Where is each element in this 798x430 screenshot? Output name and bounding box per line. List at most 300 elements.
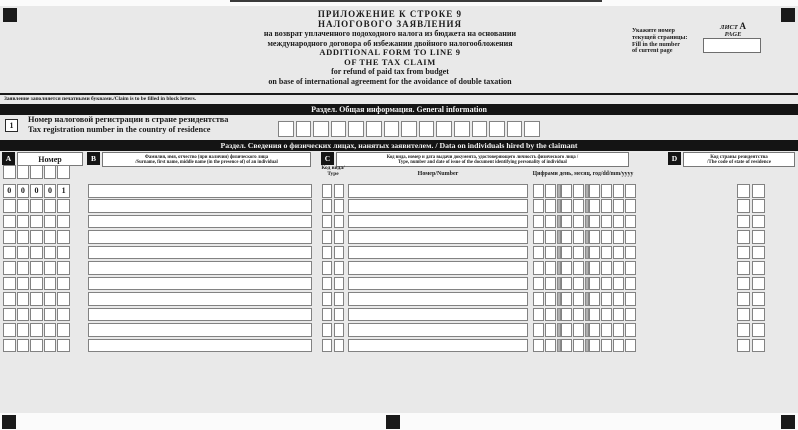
field1-label	[28, 115, 228, 135]
date-separator	[585, 277, 589, 291]
doc-date-box[interactable]	[589, 339, 600, 353]
doc-date-box[interactable]	[533, 184, 544, 198]
page-number-instruction-line: текущей страницы:	[632, 33, 688, 41]
country-code-box[interactable]	[737, 199, 750, 213]
number-digit-box[interactable]	[3, 277, 16, 291]
page-label: PAGE	[724, 31, 742, 39]
number-digit-box[interactable]	[44, 246, 57, 260]
tax-reg-digit-box[interactable]	[419, 121, 435, 137]
doc-type-box[interactable]	[334, 308, 344, 322]
doc-type-box[interactable]	[322, 215, 332, 229]
column-b-header-en: /Surname, first name, middle name (in the presence of) of an individual	[135, 159, 278, 165]
date-separator	[557, 323, 561, 337]
number-digit-box[interactable]	[3, 339, 16, 353]
tax-reg-digit-box[interactable]	[296, 121, 312, 137]
number-digit-box[interactable]	[3, 323, 16, 337]
doc-type-box[interactable]	[334, 323, 344, 337]
number-digit-box[interactable]	[17, 165, 30, 179]
tax-reg-digit-box[interactable]	[348, 121, 364, 137]
doc-number-input[interactable]	[348, 261, 528, 275]
number-digit-box[interactable]	[57, 261, 70, 275]
tax-reg-digit-box[interactable]	[313, 121, 329, 137]
doc-type-sublabel-ru: Код вида/	[321, 165, 345, 171]
doc-date-box[interactable]	[613, 277, 624, 291]
doc-date-box[interactable]	[533, 215, 544, 229]
doc-date-box[interactable]	[561, 261, 572, 275]
title-line-en-3: for refund of paid tax from budget	[331, 67, 449, 77]
country-code-box[interactable]	[752, 308, 765, 322]
date-separator	[585, 339, 589, 353]
number-digit-box[interactable]	[44, 199, 57, 213]
doc-date-box[interactable]	[573, 339, 584, 353]
name-input[interactable]	[88, 308, 312, 322]
name-input[interactable]	[88, 261, 312, 275]
doc-date-box[interactable]	[573, 215, 584, 229]
country-code-box[interactable]	[752, 277, 765, 291]
doc-date-box[interactable]	[589, 261, 600, 275]
column-d-badge: D	[668, 152, 681, 165]
number-digit-box[interactable]	[30, 230, 43, 244]
number-digit-box[interactable]	[3, 308, 16, 322]
registration-mark-bottom-center	[386, 415, 400, 429]
doc-date-box[interactable]	[545, 339, 556, 353]
number-digit-box[interactable]	[30, 215, 43, 229]
date-separator	[557, 246, 561, 260]
number-digit-box[interactable]: 0	[17, 184, 30, 198]
name-input[interactable]	[88, 230, 312, 244]
doc-date-box[interactable]	[601, 277, 612, 291]
page-number-instruction-line: of current page	[632, 47, 673, 55]
column-b-header	[102, 152, 311, 167]
doc-date-box[interactable]	[613, 339, 624, 353]
date-separator	[585, 292, 589, 306]
doc-number-input[interactable]	[348, 199, 528, 213]
number-digit-box[interactable]	[57, 292, 70, 306]
divider-rule	[0, 93, 798, 95]
doc-type-box[interactable]	[322, 323, 332, 337]
doc-date-box[interactable]	[601, 184, 612, 198]
country-code-box[interactable]	[752, 261, 765, 275]
doc-date-box[interactable]	[613, 199, 624, 213]
registration-mark-top-left	[3, 8, 17, 22]
number-digit-box[interactable]	[57, 323, 70, 337]
number-digit-box[interactable]: 0	[3, 184, 16, 198]
doc-date-box[interactable]	[545, 199, 556, 213]
country-code-box[interactable]	[752, 246, 765, 260]
field1-label-ru: Номер налоговой регистрации в стране резидентства	[28, 115, 229, 124]
doc-date-box[interactable]	[601, 323, 612, 337]
date-separator	[557, 215, 561, 229]
doc-date-sublabel: Цифрами день, месяц, год/dd/mm/yyyy	[532, 171, 634, 177]
doc-date-box[interactable]	[545, 230, 556, 244]
number-digit-box[interactable]	[3, 246, 16, 260]
sheet-letter: А	[739, 21, 746, 31]
doc-date-box[interactable]	[613, 323, 624, 337]
number-digit-box[interactable]	[44, 215, 57, 229]
tax-reg-digit-box[interactable]	[472, 121, 488, 137]
number-digit-box[interactable]: 0	[30, 184, 43, 198]
doc-date-box[interactable]	[613, 308, 624, 322]
number-digit-box[interactable]	[17, 199, 30, 213]
column-d-header-ru: Код страны резидентства	[710, 154, 768, 160]
date-separator	[585, 308, 589, 322]
doc-type-box[interactable]	[322, 292, 332, 306]
doc-date-box[interactable]	[561, 230, 572, 244]
doc-date-box[interactable]	[625, 230, 636, 244]
country-code-box[interactable]	[752, 199, 765, 213]
title-line-ru-3: на возврат уплаченного подоходного налога из бюджета на основании	[263, 29, 517, 38]
number-digit-box[interactable]	[44, 261, 57, 275]
doc-date-box[interactable]	[545, 308, 556, 322]
name-input[interactable]	[88, 246, 312, 260]
date-separator	[557, 184, 561, 198]
name-input[interactable]	[88, 184, 312, 198]
page-number-instruction-line: Fill in the number	[632, 40, 680, 48]
date-separator	[585, 261, 589, 275]
country-code-box[interactable]	[737, 261, 750, 275]
country-code-box[interactable]	[752, 292, 765, 306]
tax-reg-digit-box[interactable]	[489, 121, 505, 137]
doc-date-box[interactable]	[625, 246, 636, 260]
date-separator	[585, 199, 589, 213]
doc-date-box[interactable]	[545, 323, 556, 337]
number-digit-box[interactable]	[30, 308, 43, 322]
doc-date-box[interactable]	[561, 246, 572, 260]
doc-date-box[interactable]	[589, 184, 600, 198]
number-digit-box[interactable]	[3, 199, 16, 213]
country-code-box[interactable]	[752, 230, 765, 244]
number-digit-box[interactable]	[57, 339, 70, 353]
date-separator	[557, 261, 561, 275]
date-separator	[557, 292, 561, 306]
doc-date-box[interactable]	[533, 339, 544, 353]
date-separator	[585, 323, 589, 337]
number-digit-box[interactable]	[3, 215, 16, 229]
number-digit-box[interactable]: 1	[57, 184, 70, 198]
registration-line	[230, 0, 602, 2]
doc-type-box[interactable]	[322, 230, 332, 244]
number-digit-box[interactable]	[57, 165, 70, 179]
doc-number-input[interactable]	[348, 308, 528, 322]
doc-date-box[interactable]	[545, 184, 556, 198]
number-digit-box[interactable]	[17, 308, 30, 322]
page-number-instruction	[632, 28, 704, 55]
sheet-label: ЛИСТ	[720, 24, 738, 31]
doc-date-box[interactable]	[533, 199, 544, 213]
tax-reg-digit-box[interactable]	[278, 121, 294, 137]
doc-date-box[interactable]	[533, 292, 544, 306]
number-digit-box[interactable]	[44, 292, 57, 306]
number-digit-box[interactable]	[44, 308, 57, 322]
country-code-box[interactable]	[737, 323, 750, 337]
country-code-box[interactable]	[737, 246, 750, 260]
country-code-box[interactable]	[737, 339, 750, 353]
country-code-box[interactable]	[737, 230, 750, 244]
doc-type-box[interactable]	[334, 246, 344, 260]
column-c-header	[336, 152, 629, 167]
name-input[interactable]	[88, 292, 312, 306]
number-digit-box[interactable]	[3, 292, 16, 306]
doc-date-box[interactable]	[601, 199, 612, 213]
column-a-header: Номер	[17, 152, 83, 166]
number-digit-box[interactable]	[17, 339, 30, 353]
doc-date-box[interactable]	[533, 277, 544, 291]
doc-type-box[interactable]	[334, 277, 344, 291]
doc-date-box[interactable]	[613, 261, 624, 275]
date-separator	[557, 308, 561, 322]
doc-date-box[interactable]	[589, 323, 600, 337]
country-code-box[interactable]	[752, 339, 765, 353]
doc-date-box[interactable]	[573, 246, 584, 260]
doc-date-box[interactable]	[589, 308, 600, 322]
page-number-input[interactable]	[703, 38, 761, 53]
number-digit-box[interactable]	[3, 261, 16, 275]
section-individuals-header: Раздел. Сведения о физических лицах, нанятых заявителем. / Data on individuals hired by the claimant	[0, 140, 798, 151]
doc-number-input[interactable]	[348, 277, 528, 291]
number-digit-box[interactable]	[30, 199, 43, 213]
doc-date-box[interactable]	[573, 308, 584, 322]
doc-type-box[interactable]	[334, 339, 344, 353]
number-digit-box[interactable]	[30, 323, 43, 337]
number-digit-box[interactable]	[30, 165, 43, 179]
name-input[interactable]	[88, 277, 312, 291]
column-d-header-en: /The code of state of residence	[707, 160, 771, 166]
doc-date-box[interactable]	[561, 277, 572, 291]
sheet-page-label	[703, 23, 763, 38]
number-digit-box[interactable]	[30, 261, 43, 275]
doc-date-box[interactable]	[589, 230, 600, 244]
number-digit-box[interactable]	[57, 199, 70, 213]
doc-date-box[interactable]	[573, 261, 584, 275]
doc-date-box[interactable]	[589, 246, 600, 260]
number-digit-box[interactable]	[17, 261, 30, 275]
doc-type-box[interactable]	[322, 308, 332, 322]
name-input[interactable]	[88, 199, 312, 213]
date-separator	[557, 277, 561, 291]
page-number-instruction-line: Укажите номер	[632, 27, 675, 34]
doc-date-box[interactable]	[613, 184, 624, 198]
number-digit-box[interactable]	[57, 308, 70, 322]
doc-date-box[interactable]	[573, 184, 584, 198]
doc-date-box[interactable]	[573, 292, 584, 306]
tax-reg-digit-box[interactable]	[331, 121, 347, 137]
field1-number-badge: 1	[5, 119, 18, 132]
doc-date-box[interactable]	[613, 292, 624, 306]
number-digit-box[interactable]	[17, 323, 30, 337]
name-input[interactable]	[88, 323, 312, 337]
doc-type-sublabel	[314, 166, 352, 178]
doc-date-box[interactable]	[625, 215, 636, 229]
number-digit-box[interactable]	[44, 165, 57, 179]
doc-date-box[interactable]	[561, 184, 572, 198]
number-digit-box[interactable]	[17, 246, 30, 260]
doc-number-input[interactable]	[348, 292, 528, 306]
doc-type-box[interactable]	[322, 277, 332, 291]
doc-date-box[interactable]	[545, 215, 556, 229]
doc-type-box[interactable]	[322, 199, 332, 213]
doc-type-sublabel-en: Type	[327, 170, 339, 177]
doc-date-box[interactable]	[561, 308, 572, 322]
date-separator	[557, 199, 561, 213]
doc-date-box[interactable]	[625, 184, 636, 198]
doc-date-box[interactable]	[625, 292, 636, 306]
title-line-en-1: ADDITIONAL FORM TO LINE 9	[319, 47, 461, 58]
country-code-box[interactable]	[737, 308, 750, 322]
doc-number-sublabel: Номер/Number	[417, 171, 459, 177]
column-d-header	[683, 152, 795, 167]
tax-reg-digit-box[interactable]	[384, 121, 400, 137]
doc-date-box[interactable]	[573, 199, 584, 213]
date-separator	[585, 246, 589, 260]
number-digit-box[interactable]	[17, 215, 30, 229]
doc-date-box[interactable]	[601, 308, 612, 322]
form-title-block	[159, 9, 621, 86]
fill-instruction: Заявление заполняется печатными буквами./Claim is to be filled in block letters.	[4, 96, 197, 102]
tax-reg-digit-box[interactable]	[507, 121, 523, 137]
doc-number-input[interactable]	[348, 184, 528, 198]
doc-date-box[interactable]	[601, 246, 612, 260]
number-digit-box[interactable]	[57, 230, 70, 244]
doc-date-box[interactable]	[561, 339, 572, 353]
number-digit-box[interactable]	[57, 215, 70, 229]
column-b-badge: B	[87, 152, 100, 165]
number-digit-box[interactable]	[57, 246, 70, 260]
title-line-ru-2: НАЛОГОВОГО ЗАЯВЛЕНИЯ	[317, 19, 463, 29]
doc-date-box[interactable]	[533, 230, 544, 244]
registration-mark-bottom-left	[2, 415, 16, 429]
title-line-en-4: on base of international agreement for the avoidance of double taxation	[268, 76, 512, 86]
doc-date-box[interactable]	[625, 199, 636, 213]
doc-type-box[interactable]	[322, 261, 332, 275]
doc-type-box[interactable]	[322, 184, 332, 198]
doc-date-box[interactable]	[601, 230, 612, 244]
number-digit-box[interactable]	[17, 230, 30, 244]
doc-date-box[interactable]	[625, 308, 636, 322]
doc-type-box[interactable]	[334, 230, 344, 244]
doc-date-box[interactable]	[625, 323, 636, 337]
doc-date-box[interactable]	[561, 323, 572, 337]
name-input[interactable]	[88, 339, 312, 353]
number-digit-box[interactable]	[44, 277, 57, 291]
doc-date-box[interactable]	[589, 215, 600, 229]
date-separator	[585, 184, 589, 198]
date-separator	[585, 230, 589, 244]
number-digit-box[interactable]	[30, 292, 43, 306]
column-c-badge: C	[321, 152, 334, 165]
country-code-box[interactable]	[752, 323, 765, 337]
country-code-box[interactable]	[752, 215, 765, 229]
doc-date-box[interactable]	[625, 339, 636, 353]
column-c-header-ru: Код вида, номер и дата выдачи документа, удостоверяющего личность физического лица /	[386, 154, 579, 160]
number-digit-box[interactable]	[44, 230, 57, 244]
doc-date-box[interactable]	[589, 292, 600, 306]
country-code-box[interactable]	[737, 277, 750, 291]
tax-reg-digit-box[interactable]	[524, 121, 540, 137]
doc-date-box[interactable]	[601, 292, 612, 306]
number-digit-box[interactable]	[3, 165, 16, 179]
doc-number-input[interactable]	[348, 339, 528, 353]
doc-date-box[interactable]	[573, 323, 584, 337]
doc-type-box[interactable]	[334, 215, 344, 229]
number-digit-box[interactable]	[44, 339, 57, 353]
doc-date-box[interactable]	[561, 215, 572, 229]
doc-date-box[interactable]	[601, 339, 612, 353]
doc-date-box[interactable]	[601, 261, 612, 275]
doc-date-box[interactable]	[561, 199, 572, 213]
country-code-box[interactable]	[737, 215, 750, 229]
doc-number-input[interactable]	[348, 230, 528, 244]
doc-date-box[interactable]	[545, 277, 556, 291]
number-digit-box[interactable]	[17, 292, 30, 306]
number-digit-box[interactable]	[57, 277, 70, 291]
title-line-ru-4: международного договора об избежании двойного налогообложения	[267, 38, 513, 48]
doc-date-box[interactable]	[545, 292, 556, 306]
column-c-header-en: Type, number and date of issue of the document identifying personality of individual	[398, 159, 567, 165]
doc-number-input[interactable]	[348, 246, 528, 260]
title-line-ru-1: ПРИЛОЖЕНИЕ К СТРОКЕ 9	[317, 9, 463, 19]
doc-type-box[interactable]	[334, 184, 344, 198]
number-digit-box[interactable]	[17, 277, 30, 291]
doc-date-box[interactable]	[613, 215, 624, 229]
doc-date-box[interactable]	[561, 292, 572, 306]
doc-date-box[interactable]	[625, 261, 636, 275]
doc-date-box[interactable]	[613, 230, 624, 244]
tax-reg-digit-box[interactable]	[366, 121, 382, 137]
country-code-box[interactable]	[752, 184, 765, 198]
doc-date-box[interactable]	[533, 261, 544, 275]
tax-reg-digit-box[interactable]	[436, 121, 452, 137]
doc-type-box[interactable]	[322, 339, 332, 353]
number-digit-box[interactable]	[44, 323, 57, 337]
doc-date-box[interactable]	[601, 215, 612, 229]
doc-type-box[interactable]	[334, 292, 344, 306]
title-line-en-2: OF THE TAX CLAIM	[344, 56, 436, 67]
tax-reg-digit-box[interactable]	[454, 121, 470, 137]
doc-number-input[interactable]	[348, 323, 528, 337]
number-digit-box[interactable]	[30, 246, 43, 260]
section-general-info-header: Раздел. Общая информация. General information	[0, 104, 798, 115]
field1-label-en: Tax registration number in the country of residence	[28, 125, 211, 134]
number-digit-box[interactable]	[30, 277, 43, 291]
doc-date-box[interactable]	[589, 199, 600, 213]
doc-number-input[interactable]	[348, 215, 528, 229]
doc-type-box[interactable]	[334, 261, 344, 275]
column-b-header-ru: Фамилия, имя, отчество (при наличии) физического лица	[144, 154, 269, 160]
doc-date-box[interactable]	[625, 277, 636, 291]
number-digit-box[interactable]	[30, 339, 43, 353]
number-digit-box[interactable]: 0	[44, 184, 57, 198]
registration-mark-top-right	[781, 8, 795, 22]
date-separator	[557, 339, 561, 353]
country-code-box[interactable]	[737, 292, 750, 306]
doc-type-box[interactable]	[322, 246, 332, 260]
doc-date-box[interactable]	[533, 323, 544, 337]
doc-date-box[interactable]	[545, 261, 556, 275]
doc-date-box[interactable]	[533, 308, 544, 322]
tax-reg-digit-box[interactable]	[401, 121, 417, 137]
doc-type-box[interactable]	[334, 199, 344, 213]
doc-date-box[interactable]	[613, 246, 624, 260]
country-code-box[interactable]	[737, 184, 750, 198]
doc-date-box[interactable]	[533, 246, 544, 260]
name-input[interactable]	[88, 215, 312, 229]
doc-date-box[interactable]	[573, 230, 584, 244]
doc-date-box[interactable]	[573, 277, 584, 291]
registration-mark-bottom-right	[781, 415, 795, 429]
number-digit-box[interactable]	[3, 230, 16, 244]
doc-date-box[interactable]	[589, 277, 600, 291]
doc-date-box[interactable]	[545, 246, 556, 260]
